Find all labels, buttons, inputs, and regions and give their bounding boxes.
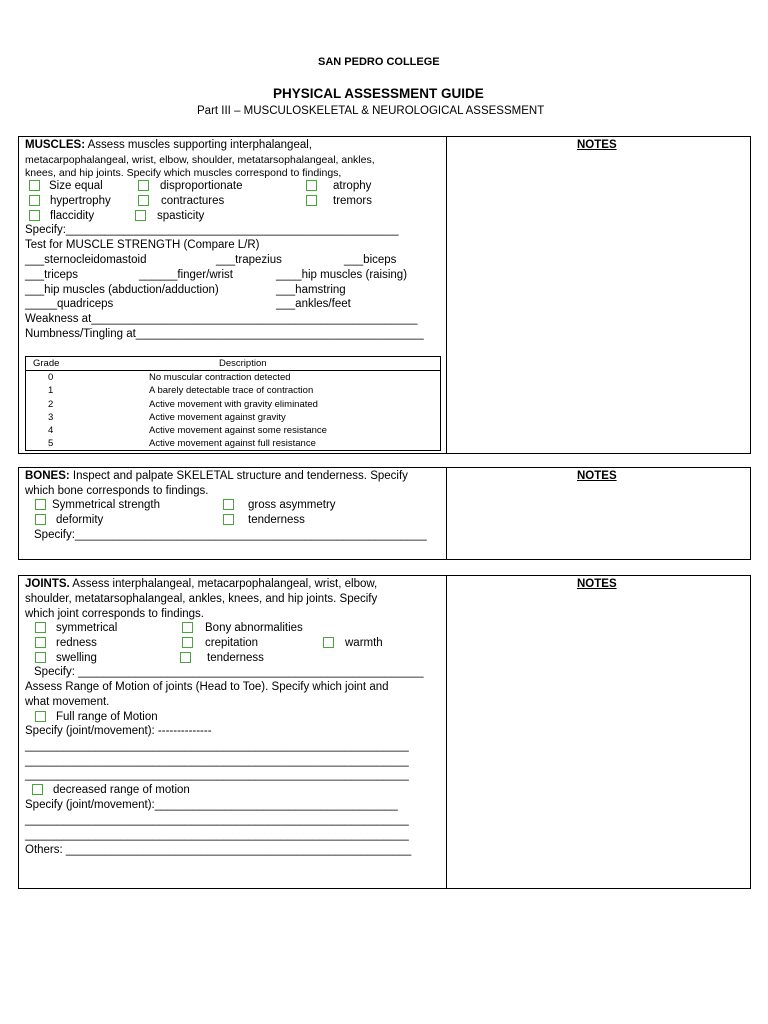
redness-label: redness xyxy=(56,637,97,649)
contractures-checkbox[interactable] xyxy=(138,195,149,206)
page-title: PHYSICAL ASSESSMENT GUIDE xyxy=(273,86,484,101)
swelling-label: swelling xyxy=(56,652,97,664)
bone-tenderness-label: tenderness xyxy=(248,514,305,526)
strength-triceps[interactable]: ___triceps xyxy=(25,269,79,281)
strength-hamstring[interactable]: ___hamstring xyxy=(276,284,346,296)
atrophy-checkbox[interactable] xyxy=(306,180,317,191)
grade-description: A barely detectable trace of contraction xyxy=(149,385,314,396)
grade-description: Active movement with gravity eliminated xyxy=(149,399,318,410)
grade-description: Active movement against full resistance xyxy=(149,438,316,449)
crepitation-label: crepitation xyxy=(205,637,259,649)
joint-tenderness-label: tenderness xyxy=(207,652,264,664)
muscles-line1: Assess muscles supporting interphalangeal, xyxy=(85,139,312,151)
bone-tenderness-checkbox[interactable] xyxy=(223,514,234,525)
blank-answer-line[interactable]: ____________________________________________________________ xyxy=(25,769,409,781)
page-subtitle: Part III – MUSCULOSKELETAL & NEUROLOGICAL ASSESSMENT xyxy=(197,105,545,117)
college-name: SAN PEDRO COLLEGE xyxy=(318,56,440,68)
atrophy-label: atrophy xyxy=(333,180,372,192)
description-column-header: Description xyxy=(219,358,267,369)
grade-description: Active movement against some resistance xyxy=(149,425,327,436)
symmetrical-checkbox[interactable] xyxy=(35,622,46,633)
bony-abnormalities-label: Bony abnormalities xyxy=(205,622,303,634)
redness-checkbox[interactable] xyxy=(35,637,46,648)
bones-line2: which bone corresponds to findings. xyxy=(25,485,209,497)
disproportionate-checkbox[interactable] xyxy=(138,180,149,191)
specify-joint-movement-1[interactable]: Specify (joint/movement): -------------- xyxy=(25,725,212,737)
hypertrophy-label: hypertrophy xyxy=(50,195,111,207)
rom-line1: Assess Range of Motion of joints (Head to Toe). Specify which joint and xyxy=(25,681,389,693)
tremors-label: tremors xyxy=(333,195,372,207)
others-field[interactable]: Others: ______________________________________________________ xyxy=(25,844,412,856)
grade-value: 5 xyxy=(48,438,54,449)
warmth-checkbox[interactable] xyxy=(323,637,334,648)
disproportionate-label: disproportionate xyxy=(160,180,243,192)
gross-asymmetry-checkbox[interactable] xyxy=(223,499,234,510)
blank-answer-line[interactable]: ____________________________________________________________ xyxy=(25,814,409,826)
strength-quadriceps[interactable]: _____quadriceps xyxy=(25,298,114,310)
crepitation-checkbox[interactable] xyxy=(182,637,193,648)
size-equal-label: Size equal xyxy=(49,180,103,192)
bones-notes-label: NOTES xyxy=(577,470,617,482)
muscles-line2: metacarpophalangeal, wrist, elbow, shoulder, metatarsophalangeal, ankles, xyxy=(25,154,375,166)
deformity-checkbox[interactable] xyxy=(35,514,46,525)
specify-joint-movement-2[interactable]: Specify (joint/movement):______________________________________ xyxy=(25,799,398,811)
bones-line1: Inspect and palpate SKELETAL structure and tenderness. Specify xyxy=(69,470,408,482)
joints-intro xyxy=(25,579,377,591)
joint-tenderness-checkbox[interactable] xyxy=(180,652,191,663)
full-rom-checkbox[interactable] xyxy=(35,711,46,722)
strength-biceps[interactable]: ___biceps xyxy=(344,254,397,266)
muscle-strength-title: Test for MUSCLE STRENGTH (Compare L/R) xyxy=(25,239,260,251)
muscles-notes-label: NOTES xyxy=(577,139,617,151)
joints-heading: JOINTS. xyxy=(25,578,70,590)
hypertrophy-checkbox[interactable] xyxy=(29,195,40,206)
grade-value: 0 xyxy=(48,372,54,383)
grade-value: 2 xyxy=(48,399,54,410)
full-rom-label: Full range of Motion xyxy=(56,711,158,723)
flaccidity-checkbox[interactable] xyxy=(29,210,40,221)
blank-answer-line[interactable]: ____________________________________________________________ xyxy=(25,740,409,752)
rom-line2: what movement. xyxy=(25,696,110,708)
gross-asymmetry-label: gross asymmetry xyxy=(248,499,336,511)
strength-hip-raising[interactable]: ____hip muscles (raising) xyxy=(276,269,408,281)
joints-divider xyxy=(446,575,447,888)
flaccidity-label: flaccidity xyxy=(50,210,95,222)
joints-line2: shoulder, metatarsophalangeal, ankles, knees, and hip joints. Specify xyxy=(25,593,378,605)
contractures-label: contractures xyxy=(161,195,225,207)
strength-ankles-feet[interactable]: ___ankles/feet xyxy=(276,298,351,310)
blank-answer-line[interactable]: ____________________________________________________________ xyxy=(25,755,409,767)
joints-line1: Assess interphalangeal, metacarpophalangeal, wrist, elbow, xyxy=(69,578,378,590)
joints-notes-label: NOTES xyxy=(577,578,617,590)
strength-trapezius[interactable]: ___trapezius xyxy=(216,254,282,266)
symmetrical-strength-label: Symmetrical strength xyxy=(52,499,161,511)
joints-specify-field[interactable]: Specify: ______________________________________________________ xyxy=(34,666,424,678)
strength-hip-abduction[interactable]: ___hip muscles (abduction/adduction) xyxy=(25,284,219,296)
numbness-field[interactable]: Numbness/Tingling at_____________________________________________ xyxy=(25,328,424,340)
grade-description: Active movement against gravity xyxy=(149,412,286,423)
grade-table-header-rule xyxy=(25,370,440,371)
warmth-label: warmth xyxy=(345,637,383,649)
blank-answer-line[interactable]: ____________________________________________________________ xyxy=(25,829,409,841)
size-equal-checkbox[interactable] xyxy=(29,180,40,191)
strength-sternocleidomastoid[interactable]: ___sternocleidomastoid xyxy=(25,254,147,266)
decreased-rom-checkbox[interactable] xyxy=(32,784,43,795)
bones-intro xyxy=(25,471,408,483)
bones-specify-field[interactable]: Specify:_______________________________________________________ xyxy=(34,529,427,541)
tremors-checkbox[interactable] xyxy=(306,195,317,206)
joints-line3: which joint corresponds to findings. xyxy=(25,608,204,620)
bones-divider xyxy=(446,467,447,559)
swelling-checkbox[interactable] xyxy=(35,652,46,663)
spasticity-label: spasticity xyxy=(157,210,205,222)
symmetrical-label: symmetrical xyxy=(56,622,118,634)
grade-value: 4 xyxy=(48,425,54,436)
decreased-rom-label: decreased range of motion xyxy=(53,784,190,796)
spasticity-checkbox[interactable] xyxy=(135,210,146,221)
deformity-label: deformity xyxy=(56,514,104,526)
bony-abnormalities-checkbox[interactable] xyxy=(182,622,193,633)
muscles-specify-field[interactable]: Specify:____________________________________________________ xyxy=(25,224,399,236)
muscles-line3: knees, and hip joints. Specify which muscles correspond to findings, xyxy=(25,167,342,179)
symmetrical-strength-checkbox[interactable] xyxy=(35,499,46,510)
strength-finger-wrist[interactable]: ______finger/wrist xyxy=(139,269,233,281)
weakness-field[interactable]: Weakness at___________________________________________________ xyxy=(25,313,418,325)
muscles-divider xyxy=(446,136,447,453)
grade-description: No muscular contraction detected xyxy=(149,372,291,383)
grade-value: 3 xyxy=(48,412,54,423)
muscles-intro xyxy=(25,140,312,152)
grade-column-header: Grade xyxy=(33,358,60,369)
bones-heading: BONES: xyxy=(25,470,70,482)
grade-value: 1 xyxy=(48,385,54,396)
muscles-heading: MUSCLES: xyxy=(25,139,86,151)
